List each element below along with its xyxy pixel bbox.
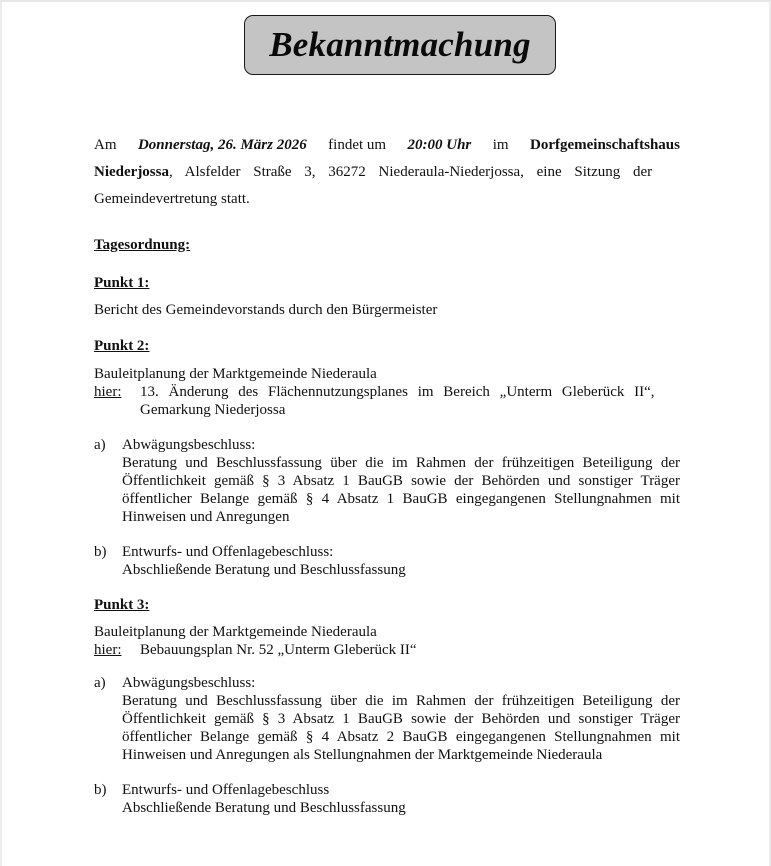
intro-am: Am <box>94 137 117 153</box>
punkt-3-a-line-2: Öffentlichkeit gemäß § 3 Absatz 1 BauGB sowie der Behörden und sonstiger Träger <box>122 711 680 727</box>
meeting-venue-village: Niederjossa <box>94 164 169 180</box>
punkt-2-heading: Punkt 2: <box>94 338 150 354</box>
document-title: Bekanntmachung <box>269 25 531 64</box>
punkt-3-b-text: Abschließende Beratung und Beschlussfassung <box>122 800 406 816</box>
meeting-venue: Dorfgemeinschaftshaus <box>529 137 680 153</box>
meeting-time: 20:00 Uhr <box>407 137 472 153</box>
punkt-2-a-title: Abwägungsbeschluss: <box>122 437 256 453</box>
punkt-1-text: Bericht des Gemeindevorstands durch den Bürgermeister <box>94 302 438 318</box>
punkt-2-a-label: a) <box>94 437 106 453</box>
punkt-2-b-label: b) <box>94 544 107 560</box>
punkt-3-a-line-1: Beratung und Beschlussfassung über die im Rahmen der frühzeitigen Beteiligung der <box>122 693 680 709</box>
meeting-address: , Alsfelder Straße 3, 36272 Niederaula-Niederjossa, eine Sitzung der <box>169 164 653 180</box>
intro-line-3-text: Gemeindevertretung statt. <box>94 191 250 207</box>
intro-im: im <box>492 137 509 153</box>
punkt-2-hier-text-1: 13. Änderung des Flächennutzungsplanes im Bereich „Unterm Gleberück II“, <box>140 384 655 400</box>
punkt-3-a-line-3: öffentlicher Belange gemäß § 4 Absatz 2 BauGB eingegangenen Stellungnahmen mit <box>122 729 680 745</box>
punkt-2-hier-text-2: Gemarkung Niederjossa <box>140 402 286 418</box>
intro-findet-um: findet um <box>328 137 387 153</box>
punkt-2-a-line-4: Hinweisen und Anregungen <box>122 509 290 525</box>
intro-line-3 <box>94 186 680 213</box>
punkt-2-a-line-3: öffentlicher Belange gemäß § 4 Absatz 1 BauGB eingegangenen Stellungnahmen mit <box>122 491 680 507</box>
punkt-3-hier-text: Bebauungsplan Nr. 52 „Unterm Gleberück II“ <box>140 642 417 658</box>
punkt-2-a-line-1: Beratung und Beschlussfassung über die im Rahmen der frühzeitigen Beteiligung der <box>122 455 680 471</box>
agenda-heading: Tagesordnung: <box>94 237 191 253</box>
punkt-2-b-text: Abschließende Beratung und Beschlussfassung <box>122 562 406 578</box>
punkt-2-a-line-2: Öffentlichkeit gemäß § 3 Absatz 1 BauGB sowie der Behörden und sonstiger Träger <box>122 473 680 489</box>
intro-line-1 <box>94 132 680 159</box>
intro-paragraph <box>94 132 680 213</box>
punkt-3-a-label: a) <box>94 675 106 691</box>
meeting-date: Donnerstag, 26. März 2026 <box>137 137 307 153</box>
punkt-2-b-title: Entwurfs- und Offenlagebeschluss: <box>122 544 334 560</box>
punkt-3-heading: Punkt 3: <box>94 597 150 613</box>
punkt-2-line-1: Bauleitplanung der Marktgemeinde Niederaula <box>94 366 377 382</box>
punkt-3-b-title: Entwurfs- und Offenlagebeschluss <box>122 782 330 798</box>
punkt-3-b-label: b) <box>94 782 107 798</box>
punkt-3-line-1: Bauleitplanung der Marktgemeinde Niederaula <box>94 624 377 640</box>
punkt-2-hier-label: hier: <box>94 384 122 400</box>
punkt-3-hier-label: hier: <box>94 642 122 658</box>
punkt-1-heading: Punkt 1: <box>94 275 150 291</box>
title-banner <box>244 15 556 75</box>
intro-line-2 <box>94 159 680 186</box>
punkt-3-a-line-4: Hinweisen und Anregungen als Stellungnahmen der Marktgemeinde Niederaula <box>122 747 603 763</box>
punkt-3-a-title: Abwägungsbeschluss: <box>122 675 256 691</box>
